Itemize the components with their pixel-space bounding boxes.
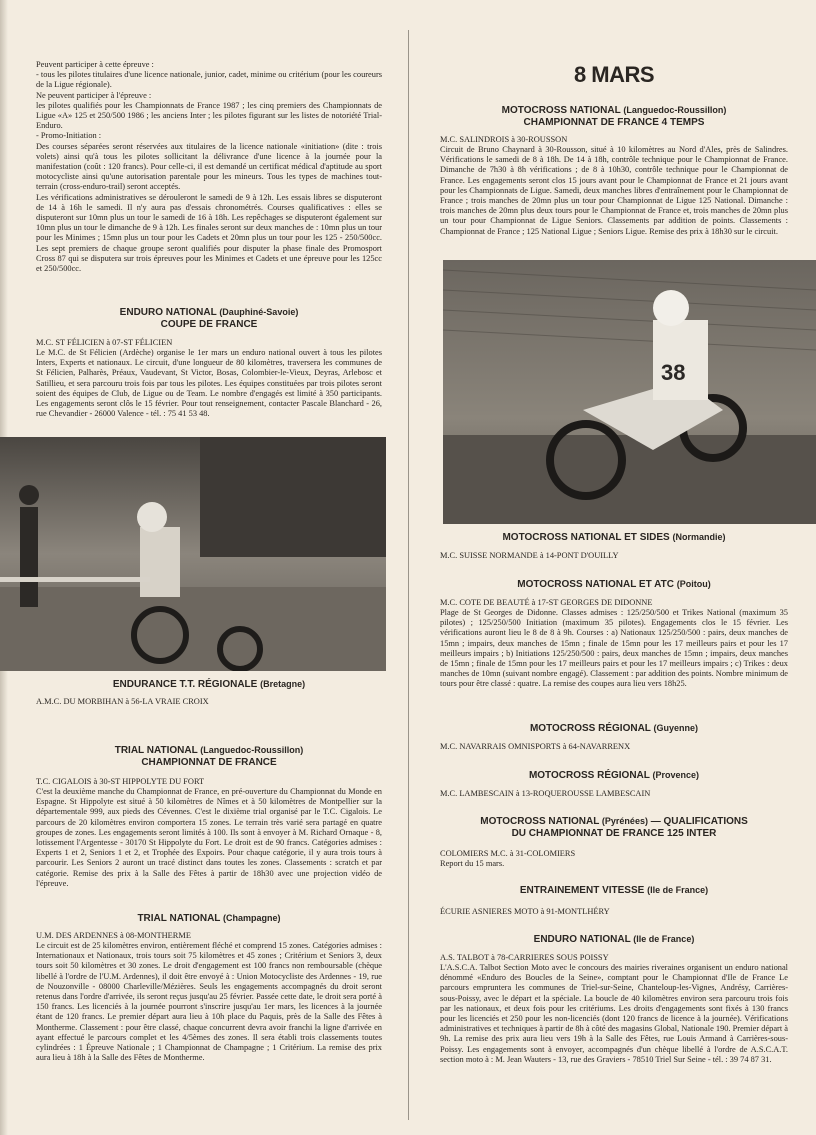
svg-text:38: 38	[661, 360, 686, 385]
section-region: (Pyrénées)	[601, 816, 648, 826]
club-line: M.C. ST FÉLICIEN à 07-ST FÉLICIEN	[36, 338, 173, 347]
section-body: Le M.C. de St Félicien (Ardèche) organise le 1er mars un enduro national ouvert à tous les pilotes Inters, Experts et nationaux. Le circuit, d'une longueur de 80 kilomètres, traversera les communes de St Félicien, Palharès, Préaux, Vaudevant, St Victor, Bosas, Colombier-le-Vieux, Deyras, Arlebosc et Satillieu, et sera parcouru trois fois par tous les pilotes. Les équipes constituées par trois pilotes seront soient des équipes de Club, de Ligue ou de Team. Le nombre d'engagés est limité à 350 participants. Les engagements seront clôs le 15 février. Pour tout renseignement, contacter Pascale Blanchard - 26, rue Chevandier - 26000 Valence - tél. : 75 41 53 48.	[36, 348, 382, 419]
entrainement-heading	[440, 884, 788, 897]
section-body: Report du 15 mars.	[440, 859, 505, 868]
section-title: TRIAL NATIONAL	[137, 913, 221, 924]
trial-champagne-heading	[36, 912, 382, 925]
enduro-dauphine-heading	[36, 306, 382, 331]
section-subtitle: COUPE DE FRANCE	[160, 319, 258, 330]
enduro-idf-heading	[440, 933, 788, 946]
section-title: MOTOCROSS NATIONAL	[480, 816, 600, 827]
section-region: (Champagne)	[223, 913, 281, 923]
club-line: U.M. DES ARDENNES à 08-MONTHERME	[36, 931, 191, 940]
endurance-heading	[36, 678, 382, 691]
trial-rider-photo	[0, 437, 386, 671]
section-title: ENDURO NATIONAL	[533, 934, 631, 945]
section-title: TRIAL NATIONAL	[114, 745, 198, 756]
motocross-rider-photo	[443, 260, 816, 524]
section-region: (Languedoc-Roussillon)	[623, 105, 727, 115]
pyrenees-heading	[440, 815, 788, 840]
section-region: (Poitou)	[676, 579, 711, 589]
club-line: COLOMIERS M.C. à 31-COLOMIERS	[440, 849, 576, 858]
trial-languedoc-heading	[36, 744, 382, 769]
club-line: M.C. COTE DE BEAUTÉ à 17-ST GEORGES DE DIDONNE	[440, 598, 653, 607]
section-region: (Bretagne)	[260, 679, 306, 689]
club-line: M.C. SUISSE NORMANDE à 14-PONT D'OUILLY	[440, 551, 619, 560]
section-title: ENDURO NATIONAL	[119, 307, 217, 318]
column-divider	[408, 30, 409, 1120]
section-title: MOTOCROSS NATIONAL ET SIDES	[502, 532, 670, 543]
club-line: M.C. NAVARRAIS OMNISPORTS à 64-NAVARRENX	[440, 742, 631, 751]
event-date: 8 MARS	[573, 62, 655, 87]
section-title: MOTOCROSS NATIONAL ET ATC	[517, 579, 674, 590]
club-line: A.S. TALBOT à 78-CARRIERES SOUS POISSY	[440, 953, 609, 962]
photo-image	[0, 437, 386, 671]
section-subtitle: DU CHAMPIONNAT DE FRANCE 125 INTER	[511, 828, 717, 839]
intro-text: Peuvent participer à cette épreuve : - tous les pilotes titulaires d'une licence nationale, junior, cadet, minime ou critérium (pour les coureurs de la Ligue régionale). Ne peuvent participer à l'épreuve : les pilotes qualifiés pour les Championnats de France 1987 ; les cinq premiers des Championnats de Ligue «A» 125 et 250/500 1986 ; les anciens Inter ; les pilotes figurant sur les listes de notoriété Trial-Enduro. - Promo-Initiation : Des courses séparées seront réservées aux titulaires de la licence nationale «initiation» (dite : trois volets) ainsi qu'à tous les pilotes sollicitant la délivrance d'une licence à la journée pour la manifestation (coût : 120 francs). Pour celle-ci, il est demandé un certificat médical d'aptitude au sport motocycliste ainsi qu'une autorisation parentale pour les mineurs. Tous les types de machines tout-terrain (cross-enduro-trail) seront acceptés. Les vérifications administratives se dérouleront le samedi de 9 à 12h. Les essais libres se disputeront de 14 à 16h le samedi. Il n'y aura pas d'essais chronométrés. Courses qualificatives : elles se disputeront sur 10mn plus un tour le samedi de 16 à 18h. Les repêchages se disputeront également sur 10mn plus un tour le dimanche de 9 à 12h. Les finales seront sur deux manches de : 10mn plus un tour pour les Minimes ; 15mn plus un tour pour les Cadets et 20mn plus un tour pour les 125 - 250/500cc. Les sept premiers de chaque groupe seront qualifiés pour disputer la phase finale des Promosport Cross 87 qui se disputera sur trois épreuves pour les Minimes et Cadets et une épreuve pour les 125cc et 250/500cc.	[36, 60, 382, 274]
club-line: M.C. LAMBESCAIN à 13-ROQUEROUSSE LAMBESCAIN	[440, 789, 651, 798]
section-region: (Languedoc-Roussillon)	[200, 745, 304, 755]
section-title: MOTOCROSS RÉGIONAL	[528, 770, 650, 781]
guyenne-heading	[440, 722, 788, 735]
section-region: (Provence)	[652, 770, 700, 780]
section-title: ENDURANCE T.T. RÉGIONALE	[112, 679, 258, 690]
section-title: MOTOCROSS RÉGIONAL	[529, 723, 651, 734]
club-line: M.C. SALINDROIS à 30-ROUSSON	[440, 135, 568, 144]
section-body: C'est la deuxième manche du Championnat de France, en pré-ouverture du Championnat du Monde en Espagne. St Hippolyte est situé à 50 kilomètres de Nîmes et à 50 kilomètres de Montpellier sur la départementale 999, aux pieds des Cévennes. C'est le dixième trial organisé par le T.C. Cigalois. Le parcours de 20 kilomètres environ comportera 15 zones. Le terrain très varié sera partagé en quatre groupes de zones. Les engagements seront limités à 100. Ils sont à envoyer à M. Richard Ornaque - 8, lotissement l'Argentesse - 30170 St Hippolyte du Fort. Le droit est de 90 francs. Catégories admises : Experts 1 et 2, Seniors 1 et 2, et Trophée des Expoirs. Pour chaque catégorie, il y aura trois tours à parcourir. Les Seniors 2 auront un tracé distinct dans toutes les zones. Classements : scratch et par catégorie. Remise des prix à la Salle des Fêtes à partir de 18h30 avec une projection vidéo de l'épreuve.	[36, 787, 382, 888]
section-region: (Normandie)	[672, 532, 726, 542]
section-body: Circuit de Bruno Chaynard à 30-Rousson, situé à 10 kilomètres au Nord d'Ales, près de Salindres. Vérifications le samedi de 8 à 18h. De 14 à 18h, contrôle technique pour le Championnat de France. Dimanche de 7h30 à 8h vérifications ; de 8 à 10h30, contrôle technique pour le Championnat de France. Les engagements seront clos 15 jours avant pour le Championnat de France et 21 jours avant pour les Championnats de Ligue. Samedi, deux manches libres d'entraînement pour le Championnat de France ; trois manches de 20mn plus un tour pour Championnat de Ligue 125 National. Dimanche : trois manches de 20mn plus deux tours pour le Championnat de France et, trois manches de 20mn plus un tour pour Championnat de Ligue Seniors. Classements par addition de points. Classements : Championnat de France ; 125 National Ligue ; Seniors Ligue. Remise des prix à 18h30 sur le circuit.	[440, 145, 788, 236]
section-subtitle: CHAMPIONNAT DE FRANCE 4 TEMPS	[523, 117, 705, 128]
section-region: (Guyenne)	[653, 723, 699, 733]
provence-heading	[440, 769, 788, 782]
section-body: L'A.S.C.A. Talbot Section Moto avec le concours des mairies riveraines organisent un enduro national dénommé «Enduro des Boucles de la Seine», comptant pour le Championnat d'Ile de France Le parcours empruntera les communes de Triel-sur-Seine, Chanteloup-les-Vignes, Andrésy, Carrières-sous-Poissy, avec le départ et la spéciale. La boucle de 40 kilomètres environ sera parcouru trois fois par les nationaux, et deux fois pour les critériums. Les droits d'engagements sont fixés à 130 francs pour les licenciés et 250 pour les non-licenciés (dont 120 francs de licence à la journée). Vérifications administratives et techniques à partir de 8h à côté des magasins Global, Nationale 190. Premier départ à 9h. La remise des prix aura lieu vers 19h à la Salle des Fêtes, rue Louis Armand à Carrières-sous-Poissy. Les engagements sont à envoyer, accompagnés d'un chèque libellé à l'ordre de A.S.C.A.T. section moto à : M. Jean Wauters - 13, rue des Graviers - 78510 Triel Sur Seine - tél. : 39 74 87 31.	[440, 963, 788, 1064]
section-region: (Dauphiné-Savoie)	[219, 307, 299, 317]
section-region: (Ile de France)	[647, 885, 709, 895]
section-title: ENTRAINEMENT VITESSE	[519, 885, 645, 896]
section-region: (Ile de France)	[633, 934, 695, 944]
club-line: A.M.C. DU MORBIHAN à 56-LA VRAIE CROIX	[36, 697, 209, 706]
club-line: T.C. CIGALOIS à 30-ST HIPPOLYTE DU FORT	[36, 777, 205, 786]
section-body: Plage de St Georges de Didonne. Classes admises : 125/250/500 et Trikes National (maximum 35 pilotes) ; 125/250/500 Initiation (maximum 35 pilotes). Engagements clos le 15 février. Les vérifications auront lieu le 8 de 8 à 9h. Courses : a) Nationaux 125/250/500 : pairs, deux manches de 15mn ; impairs, deux manches de 15mn ; finale de 15mn pour les 17 meilleurs pairs et pour les 17 meilleurs impairs ; b) Initiations 125/250/500 : pairs, deux manches de 15mn ; impairs, deux manches de 15mn ; finale de 15mn pour les 17 meilleurs pairs et pour les 17 meilleurs impairs ; c) Trikes : deux manches de 10mn (suivant nombre engagé). Classement : par addition des points. Nombre minimum de tours pour être classé : quatre. La remise des coupes aura lieu vers 18h25.	[440, 608, 788, 689]
atc-heading	[440, 578, 788, 591]
section-subtitle: CHAMPIONNAT DE FRANCE	[141, 757, 277, 768]
mx4-heading	[440, 104, 788, 129]
club-line: ÉCURIE ASNIERES MOTO à 91-MONTLHÉRY	[440, 907, 610, 916]
sides-heading	[440, 531, 788, 544]
section-body: Le circuit est de 25 kilomètres environ, entièrement fléché et comprend 15 zones. Catégories admises : Internationaux et Nationaux, trois tours soit 75 kilomètres et 45 zones ; Critérium et Seniors 3, deux tours soit 50 kilomètres et 30 zones. Le droit d'engagement est 100 francs non remboursable (chèque libellé à l'ordre de l'U.M. Ardennes), il doit être envoyé à : Union Motocycliste des Ardennes - 19, rue de Nouzonville - 08000 Charleville/Mézières. Seuls les engagements accompagnés du droit seront retenus dans l'ordre d'arrivée, ils seront reçus jusqu'au 25 février. Passée cette date, le droit sera porté à 150 francs. Les licenciés à la journée pourront s'inscrire jusqu'au 1er mars, les licences à la journée étant de 120 francs. Le premier départ aura lieu à 10h place du Paquis, près de la Salle des Fêtes à Montherme. Classement : pour être classé, chaque concurrent devra avoir franchi la ligne d'arrivée en ayant effectué le parcours complet et les 4/5èmes des zones. Il sera établi trois classements toutes cylindrées : 1 Épreuve Nationale ; 1 Championnat de Champagne ; 1 Critérium. La remise des prix aura lieu à 18h à la Salle des Fêtes de Montherme.	[36, 941, 382, 1063]
section-title-suffix: — QUALIFICATIONS	[650, 816, 748, 827]
section-title: MOTOCROSS NATIONAL	[501, 105, 621, 116]
photo-image	[443, 260, 816, 524]
